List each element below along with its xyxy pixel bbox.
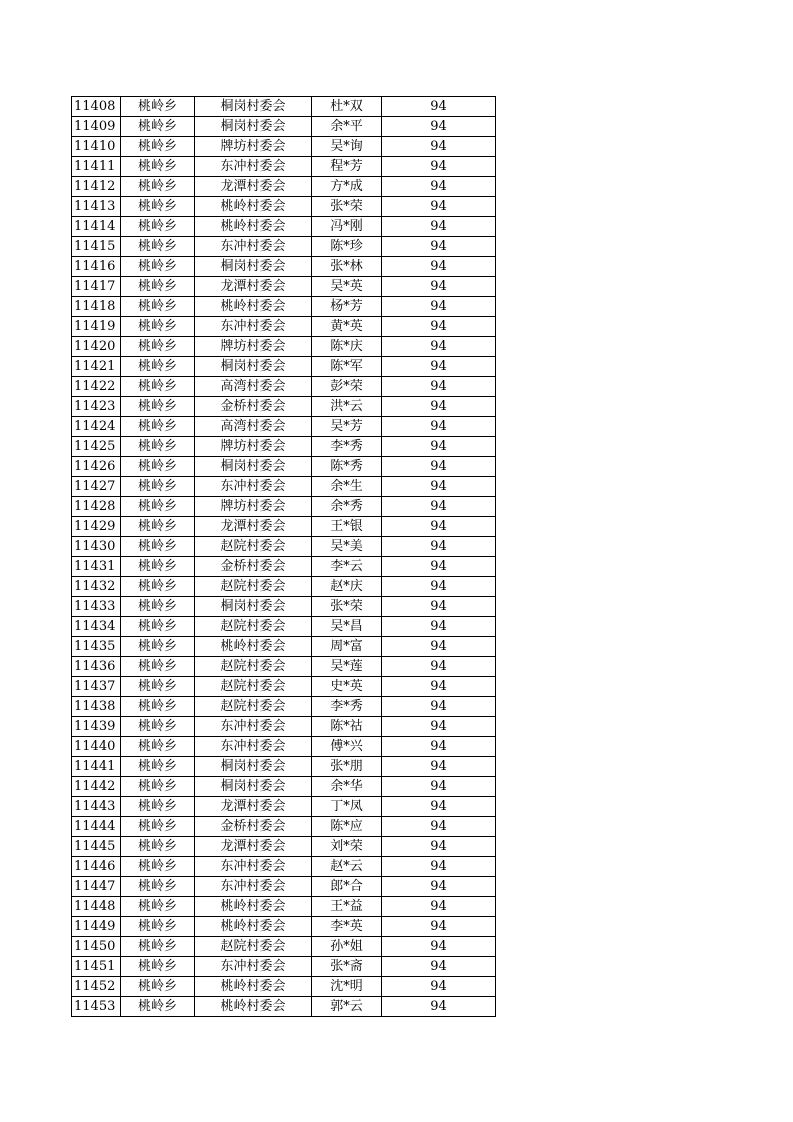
cell-id: 11420 [72, 337, 121, 357]
table-row [72, 177, 496, 197]
cell-id: 11442 [72, 777, 121, 797]
cell-score: 94 [382, 977, 496, 997]
cell-id: 11432 [72, 577, 121, 597]
cell-name: 史*英 [312, 677, 382, 697]
cell-village: 高湾村委会 [195, 377, 312, 397]
table-row [72, 557, 496, 577]
table-row [72, 97, 496, 117]
table-row [72, 937, 496, 957]
table-row [72, 457, 496, 477]
cell-town: 桃岭乡 [121, 117, 195, 137]
cell-score: 94 [382, 397, 496, 417]
cell-town: 桃岭乡 [121, 457, 195, 477]
cell-id: 11423 [72, 397, 121, 417]
cell-town: 桃岭乡 [121, 317, 195, 337]
cell-id: 11416 [72, 257, 121, 277]
table-row [72, 657, 496, 677]
cell-score: 94 [382, 237, 496, 257]
cell-name: 张*荣 [312, 597, 382, 617]
cell-id: 11415 [72, 237, 121, 257]
cell-town: 桃岭乡 [121, 397, 195, 417]
cell-name: 陈*军 [312, 357, 382, 377]
cell-score: 94 [382, 597, 496, 617]
cell-town: 桃岭乡 [121, 737, 195, 757]
cell-village: 赵院村委会 [195, 577, 312, 597]
cell-village: 桐岗村委会 [195, 457, 312, 477]
table-row [72, 977, 496, 997]
cell-score: 94 [382, 837, 496, 857]
cell-score: 94 [382, 517, 496, 537]
cell-village: 桐岗村委会 [195, 777, 312, 797]
cell-village: 牌坊村委会 [195, 337, 312, 357]
cell-name: 杨*芳 [312, 297, 382, 317]
table-row [72, 137, 496, 157]
table-row [72, 897, 496, 917]
table-row [72, 497, 496, 517]
cell-score: 94 [382, 137, 496, 157]
cell-name: 陈*祜 [312, 717, 382, 737]
cell-town: 桃岭乡 [121, 717, 195, 737]
cell-town: 桃岭乡 [121, 957, 195, 977]
cell-score: 94 [382, 817, 496, 837]
cell-id: 11438 [72, 697, 121, 717]
cell-town: 桃岭乡 [121, 517, 195, 537]
cell-score: 94 [382, 577, 496, 597]
cell-id: 11417 [72, 277, 121, 297]
cell-score: 94 [382, 357, 496, 377]
cell-name: 周*富 [312, 637, 382, 657]
cell-name: 陈*应 [312, 817, 382, 837]
cell-score: 94 [382, 337, 496, 357]
cell-id: 11446 [72, 857, 121, 877]
cell-name: 陈*秀 [312, 457, 382, 477]
cell-town: 桃岭乡 [121, 537, 195, 557]
cell-score: 94 [382, 917, 496, 937]
cell-town: 桃岭乡 [121, 797, 195, 817]
cell-village: 赵院村委会 [195, 537, 312, 557]
cell-village: 桃岭村委会 [195, 637, 312, 657]
table-row [72, 157, 496, 177]
cell-id: 11436 [72, 657, 121, 677]
cell-name: 李*英 [312, 917, 382, 937]
cell-town: 桃岭乡 [121, 497, 195, 517]
cell-id: 11439 [72, 717, 121, 737]
cell-id: 11452 [72, 977, 121, 997]
data-table [71, 96, 496, 1017]
cell-village: 桐岗村委会 [195, 357, 312, 377]
cell-village: 高湾村委会 [195, 417, 312, 437]
cell-score: 94 [382, 777, 496, 797]
cell-village: 龙潭村委会 [195, 277, 312, 297]
cell-village: 金桥村委会 [195, 557, 312, 577]
cell-id: 11434 [72, 617, 121, 637]
cell-village: 龙潭村委会 [195, 517, 312, 537]
table-row [72, 277, 496, 297]
cell-score: 94 [382, 997, 496, 1017]
cell-town: 桃岭乡 [121, 277, 195, 297]
table-row [72, 717, 496, 737]
cell-id: 11451 [72, 957, 121, 977]
cell-village: 金桥村委会 [195, 397, 312, 417]
cell-village: 桃岭村委会 [195, 197, 312, 217]
cell-name: 王*益 [312, 897, 382, 917]
cell-name: 吴*美 [312, 537, 382, 557]
cell-id: 11435 [72, 637, 121, 657]
cell-name: 黄*英 [312, 317, 382, 337]
cell-id: 11431 [72, 557, 121, 577]
cell-id: 11409 [72, 117, 121, 137]
cell-town: 桃岭乡 [121, 657, 195, 677]
cell-name: 陈*珍 [312, 237, 382, 257]
cell-score: 94 [382, 757, 496, 777]
cell-id: 11441 [72, 757, 121, 777]
table-row [72, 517, 496, 537]
cell-town: 桃岭乡 [121, 357, 195, 377]
cell-town: 桃岭乡 [121, 837, 195, 857]
cell-score: 94 [382, 117, 496, 137]
table-row [72, 917, 496, 937]
table-row [72, 217, 496, 237]
cell-town: 桃岭乡 [121, 417, 195, 437]
cell-score: 94 [382, 197, 496, 217]
cell-id: 11422 [72, 377, 121, 397]
cell-town: 桃岭乡 [121, 97, 195, 117]
cell-name: 陈*庆 [312, 337, 382, 357]
cell-id: 11414 [72, 217, 121, 237]
table-row [72, 377, 496, 397]
cell-town: 桃岭乡 [121, 197, 195, 217]
cell-name: 沈*明 [312, 977, 382, 997]
cell-village: 赵院村委会 [195, 617, 312, 637]
cell-village: 赵院村委会 [195, 937, 312, 957]
cell-score: 94 [382, 417, 496, 437]
table-body [72, 97, 496, 1017]
cell-name: 赵*庆 [312, 577, 382, 597]
cell-village: 桃岭村委会 [195, 977, 312, 997]
cell-score: 94 [382, 277, 496, 297]
cell-id: 11448 [72, 897, 121, 917]
cell-town: 桃岭乡 [121, 137, 195, 157]
cell-score: 94 [382, 377, 496, 397]
cell-village: 金桥村委会 [195, 817, 312, 837]
cell-name: 彭*荣 [312, 377, 382, 397]
cell-village: 桐岗村委会 [195, 117, 312, 137]
cell-village: 东冲村委会 [195, 717, 312, 737]
table-row [72, 617, 496, 637]
cell-score: 94 [382, 857, 496, 877]
cell-score: 94 [382, 697, 496, 717]
cell-id: 11408 [72, 97, 121, 117]
cell-id: 11419 [72, 317, 121, 337]
cell-score: 94 [382, 877, 496, 897]
table-row [72, 197, 496, 217]
cell-town: 桃岭乡 [121, 257, 195, 277]
cell-village: 龙潭村委会 [195, 177, 312, 197]
cell-village: 桐岗村委会 [195, 757, 312, 777]
cell-village: 桐岗村委会 [195, 597, 312, 617]
cell-score: 94 [382, 617, 496, 637]
cell-name: 李*秀 [312, 437, 382, 457]
cell-village: 赵院村委会 [195, 677, 312, 697]
cell-village: 桃岭村委会 [195, 917, 312, 937]
cell-id: 11443 [72, 797, 121, 817]
cell-score: 94 [382, 457, 496, 477]
cell-town: 桃岭乡 [121, 697, 195, 717]
cell-village: 桃岭村委会 [195, 217, 312, 237]
cell-village: 桃岭村委会 [195, 897, 312, 917]
cell-name: 吴*询 [312, 137, 382, 157]
cell-village: 牌坊村委会 [195, 137, 312, 157]
cell-score: 94 [382, 937, 496, 957]
cell-village: 东冲村委会 [195, 737, 312, 757]
cell-village: 东冲村委会 [195, 317, 312, 337]
table-row [72, 677, 496, 697]
cell-id: 11427 [72, 477, 121, 497]
cell-village: 桐岗村委会 [195, 257, 312, 277]
cell-name: 刘*荣 [312, 837, 382, 857]
cell-town: 桃岭乡 [121, 617, 195, 637]
cell-id: 11429 [72, 517, 121, 537]
cell-town: 桃岭乡 [121, 597, 195, 617]
cell-town: 桃岭乡 [121, 897, 195, 917]
table-row [72, 817, 496, 837]
cell-town: 桃岭乡 [121, 337, 195, 357]
cell-town: 桃岭乡 [121, 477, 195, 497]
cell-name: 张*林 [312, 257, 382, 277]
cell-name: 李*秀 [312, 697, 382, 717]
cell-name: 吴*英 [312, 277, 382, 297]
table-row [72, 257, 496, 277]
cell-score: 94 [382, 177, 496, 197]
cell-name: 方*成 [312, 177, 382, 197]
cell-town: 桃岭乡 [121, 177, 195, 197]
cell-score: 94 [382, 497, 496, 517]
cell-town: 桃岭乡 [121, 217, 195, 237]
cell-name: 程*芳 [312, 157, 382, 177]
cell-name: 吴*昌 [312, 617, 382, 637]
cell-village: 桃岭村委会 [195, 297, 312, 317]
cell-score: 94 [382, 897, 496, 917]
cell-score: 94 [382, 797, 496, 817]
cell-town: 桃岭乡 [121, 877, 195, 897]
cell-name: 丁*凤 [312, 797, 382, 817]
cell-village: 东冲村委会 [195, 957, 312, 977]
cell-town: 桃岭乡 [121, 777, 195, 797]
cell-id: 11430 [72, 537, 121, 557]
cell-id: 11411 [72, 157, 121, 177]
cell-score: 94 [382, 97, 496, 117]
cell-id: 11440 [72, 737, 121, 757]
cell-name: 张*斋 [312, 957, 382, 977]
cell-town: 桃岭乡 [121, 377, 195, 397]
cell-village: 东冲村委会 [195, 157, 312, 177]
table-row [72, 397, 496, 417]
cell-town: 桃岭乡 [121, 937, 195, 957]
cell-id: 11418 [72, 297, 121, 317]
table-row [72, 317, 496, 337]
cell-name: 吴*莲 [312, 657, 382, 677]
table-row [72, 537, 496, 557]
cell-id: 11428 [72, 497, 121, 517]
cell-name: 杜*双 [312, 97, 382, 117]
table-row [72, 857, 496, 877]
cell-id: 11444 [72, 817, 121, 837]
table-row [72, 337, 496, 357]
cell-name: 余*华 [312, 777, 382, 797]
cell-name: 冯*刚 [312, 217, 382, 237]
cell-id: 11433 [72, 597, 121, 617]
table-row [72, 697, 496, 717]
cell-score: 94 [382, 737, 496, 757]
cell-town: 桃岭乡 [121, 757, 195, 777]
cell-id: 11450 [72, 937, 121, 957]
table-row [72, 597, 496, 617]
table-row [72, 117, 496, 137]
cell-score: 94 [382, 437, 496, 457]
table-row [72, 957, 496, 977]
cell-town: 桃岭乡 [121, 857, 195, 877]
cell-name: 余*生 [312, 477, 382, 497]
cell-id: 11412 [72, 177, 121, 197]
cell-town: 桃岭乡 [121, 237, 195, 257]
cell-town: 桃岭乡 [121, 977, 195, 997]
table-row [72, 477, 496, 497]
cell-name: 余*秀 [312, 497, 382, 517]
cell-name: 李*云 [312, 557, 382, 577]
cell-village: 赵院村委会 [195, 697, 312, 717]
cell-score: 94 [382, 317, 496, 337]
cell-village: 赵院村委会 [195, 657, 312, 677]
table-row [72, 877, 496, 897]
table-row [72, 777, 496, 797]
cell-name: 王*银 [312, 517, 382, 537]
cell-name: 洪*云 [312, 397, 382, 417]
cell-name: 郭*云 [312, 997, 382, 1017]
cell-id: 11425 [72, 437, 121, 457]
cell-village: 牌坊村委会 [195, 437, 312, 457]
cell-village: 桐岗村委会 [195, 97, 312, 117]
cell-score: 94 [382, 957, 496, 977]
cell-town: 桃岭乡 [121, 297, 195, 317]
cell-name: 郎*合 [312, 877, 382, 897]
cell-score: 94 [382, 297, 496, 317]
table-row [72, 797, 496, 817]
cell-name: 张*荣 [312, 197, 382, 217]
cell-score: 94 [382, 557, 496, 577]
cell-name: 吴*芳 [312, 417, 382, 437]
cell-id: 11413 [72, 197, 121, 217]
cell-village: 龙潭村委会 [195, 797, 312, 817]
cell-name: 傅*兴 [312, 737, 382, 757]
table-row [72, 297, 496, 317]
cell-id: 11445 [72, 837, 121, 857]
cell-town: 桃岭乡 [121, 917, 195, 937]
cell-id: 11410 [72, 137, 121, 157]
cell-score: 94 [382, 217, 496, 237]
cell-score: 94 [382, 657, 496, 677]
cell-id: 11449 [72, 917, 121, 937]
cell-score: 94 [382, 637, 496, 657]
cell-id: 11424 [72, 417, 121, 437]
cell-name: 张*朋 [312, 757, 382, 777]
cell-score: 94 [382, 677, 496, 697]
cell-town: 桃岭乡 [121, 637, 195, 657]
table-row [72, 837, 496, 857]
cell-name: 赵*云 [312, 857, 382, 877]
cell-village: 东冲村委会 [195, 857, 312, 877]
cell-village: 东冲村委会 [195, 877, 312, 897]
cell-id: 11453 [72, 997, 121, 1017]
table-row [72, 437, 496, 457]
cell-id: 11421 [72, 357, 121, 377]
table-row [72, 357, 496, 377]
cell-town: 桃岭乡 [121, 557, 195, 577]
table-row [72, 737, 496, 757]
cell-score: 94 [382, 477, 496, 497]
cell-town: 桃岭乡 [121, 157, 195, 177]
cell-town: 桃岭乡 [121, 677, 195, 697]
cell-town: 桃岭乡 [121, 817, 195, 837]
table-row [72, 757, 496, 777]
cell-name: 余*平 [312, 117, 382, 137]
cell-town: 桃岭乡 [121, 577, 195, 597]
cell-id: 11437 [72, 677, 121, 697]
cell-village: 龙潭村委会 [195, 837, 312, 857]
cell-score: 94 [382, 537, 496, 557]
cell-town: 桃岭乡 [121, 437, 195, 457]
cell-name: 孙*姐 [312, 937, 382, 957]
table-row [72, 997, 496, 1017]
cell-village: 东冲村委会 [195, 237, 312, 257]
cell-score: 94 [382, 157, 496, 177]
table-row [72, 637, 496, 657]
table-row [72, 237, 496, 257]
cell-town: 桃岭乡 [121, 997, 195, 1017]
table-row [72, 577, 496, 597]
cell-village: 东冲村委会 [195, 477, 312, 497]
cell-score: 94 [382, 717, 496, 737]
table-row [72, 417, 496, 437]
cell-score: 94 [382, 257, 496, 277]
cell-village: 桃岭村委会 [195, 997, 312, 1017]
cell-id: 11447 [72, 877, 121, 897]
cell-village: 牌坊村委会 [195, 497, 312, 517]
cell-id: 11426 [72, 457, 121, 477]
